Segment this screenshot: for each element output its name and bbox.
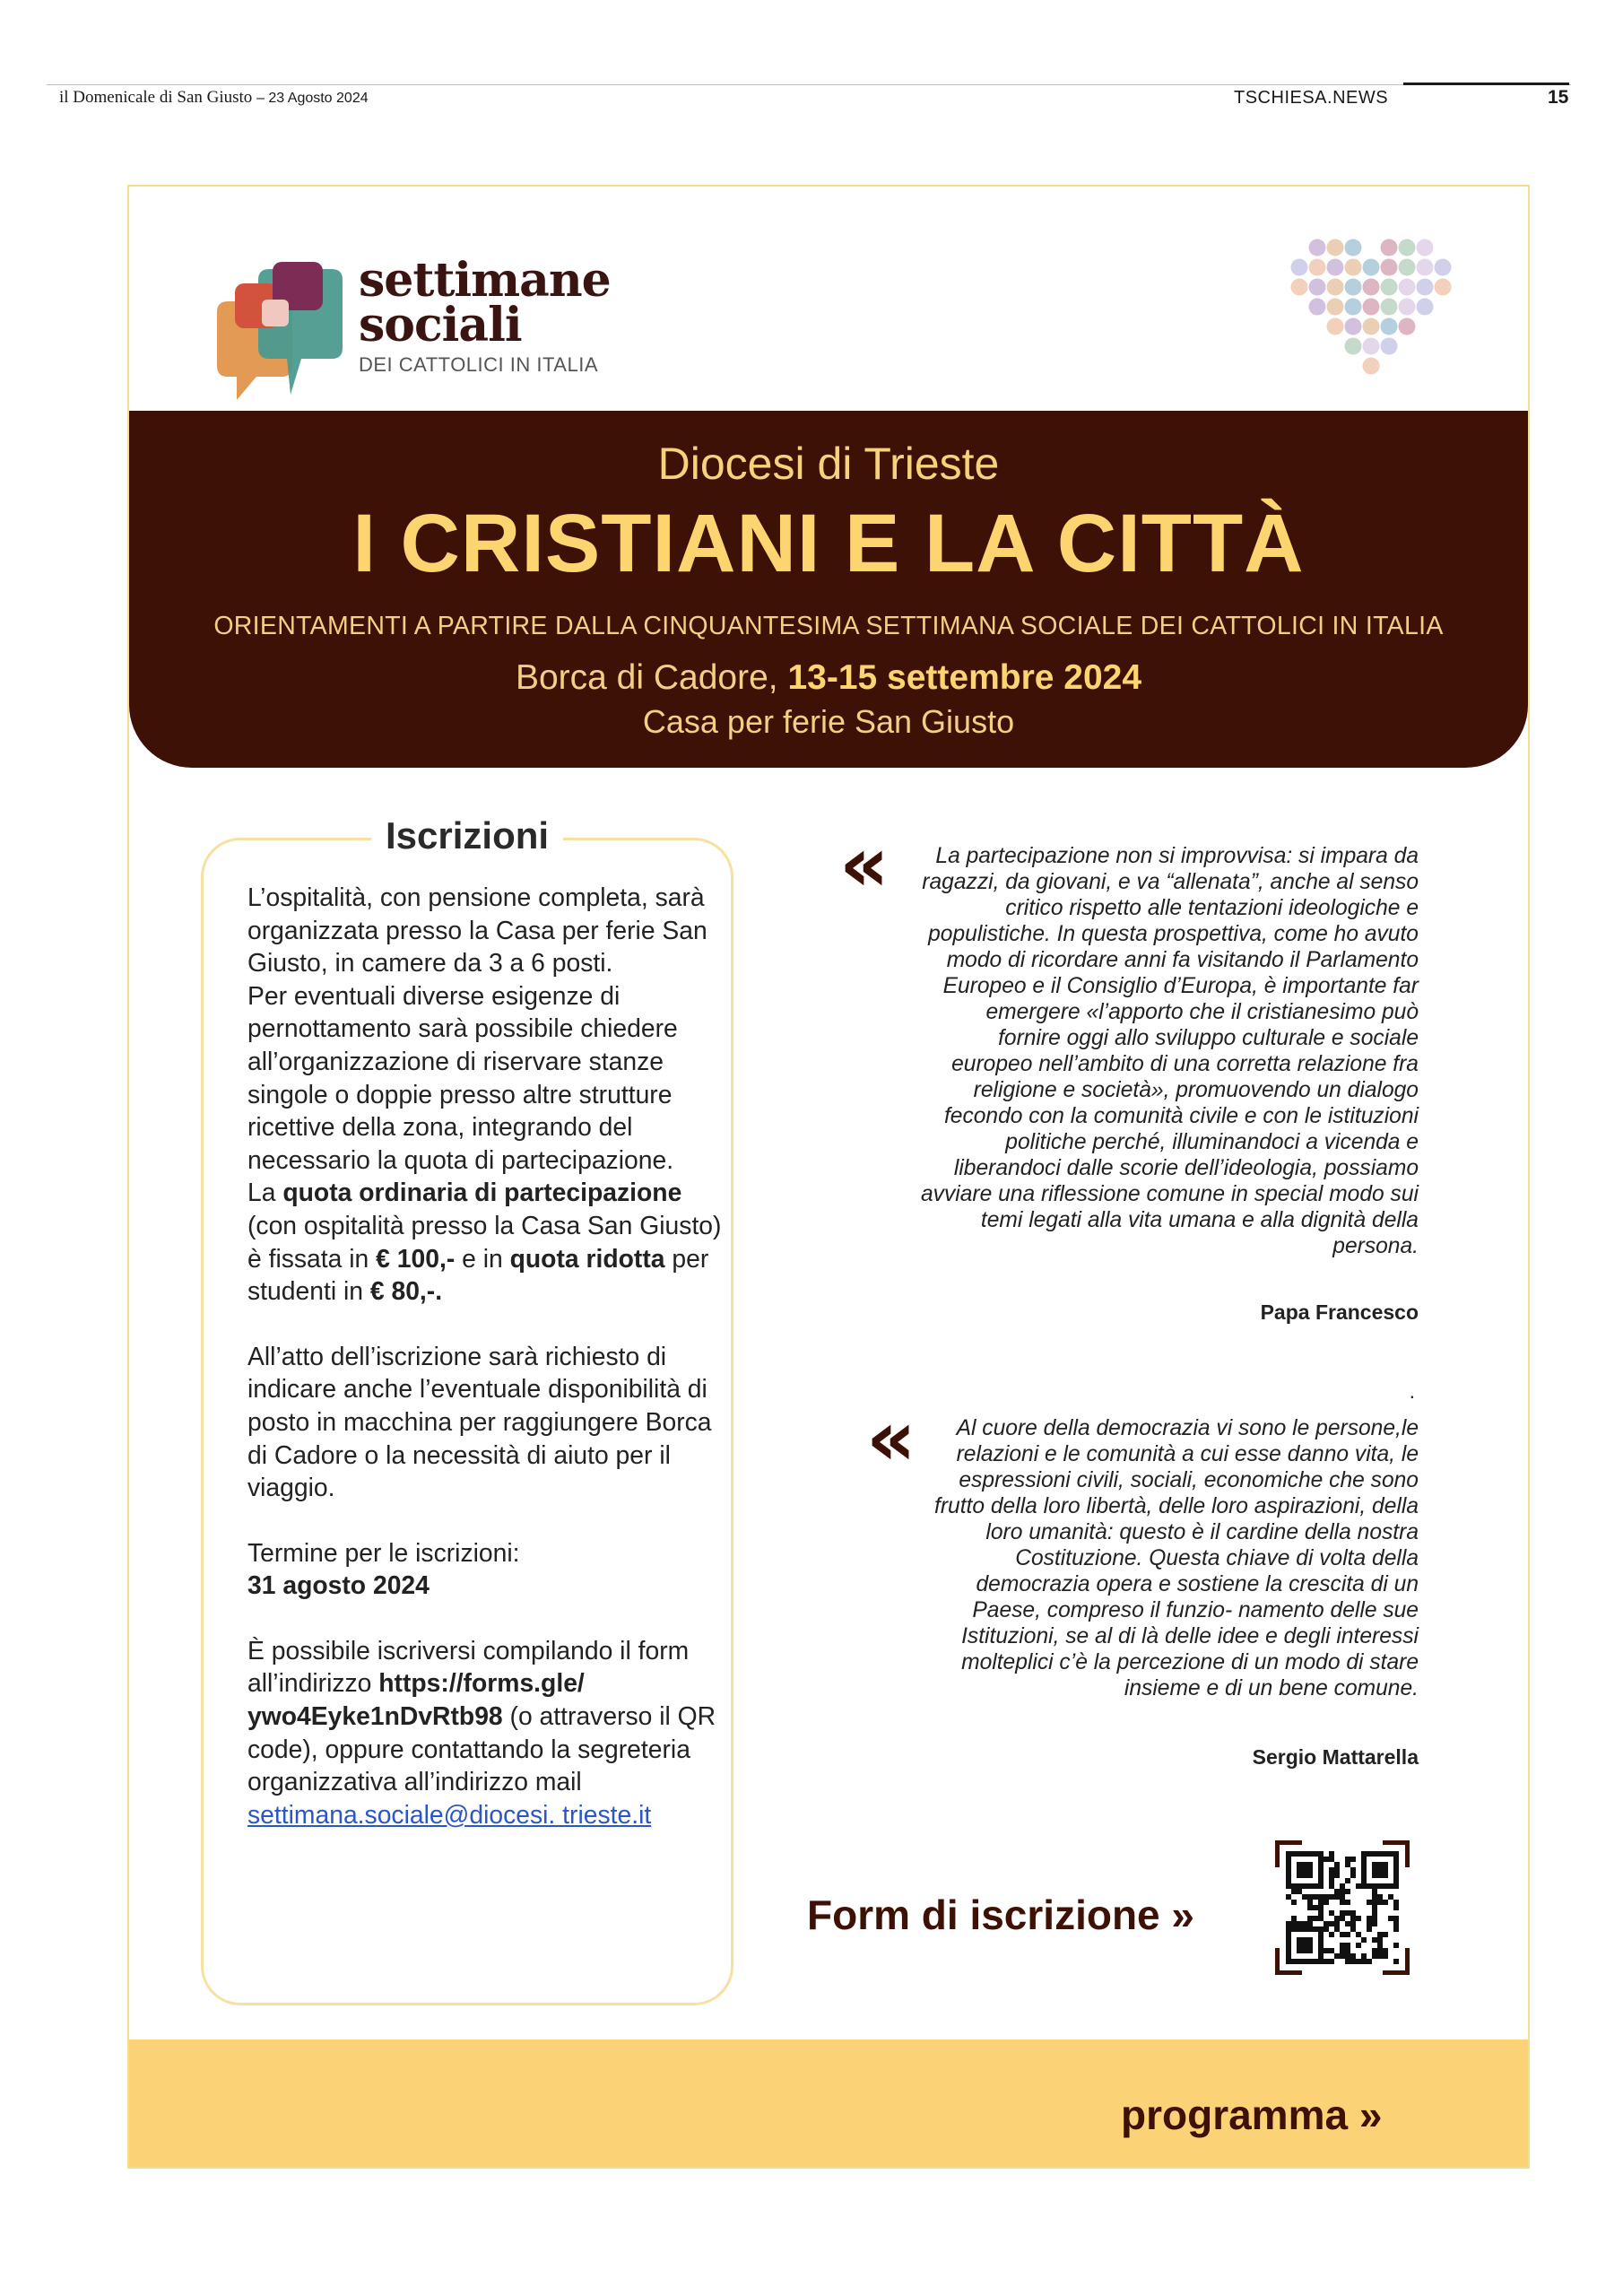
registration-text bbox=[247, 881, 723, 1831]
header-rule-accent bbox=[1403, 83, 1569, 85]
qr-module bbox=[1345, 1948, 1350, 1953]
heart-dot bbox=[1381, 299, 1398, 316]
qr-module bbox=[1345, 1878, 1350, 1883]
qr-module bbox=[1350, 1873, 1356, 1878]
contact-email-link[interactable]: settimana.sociale@diocesi. trieste.it bbox=[247, 1799, 652, 1829]
quote-line: emergere «l’apporto che il cristianesimo può bbox=[985, 1000, 1419, 1024]
qr-module bbox=[1350, 1910, 1356, 1916]
qr-module bbox=[1324, 1921, 1329, 1926]
qr-module bbox=[1297, 1862, 1313, 1878]
p3-price-ordinary: € 100,- bbox=[376, 1243, 456, 1273]
qr-module bbox=[1367, 1926, 1372, 1932]
qr-module bbox=[1324, 1900, 1329, 1905]
qr-module bbox=[1329, 1921, 1334, 1926]
qr-module bbox=[1350, 1959, 1356, 1964]
event-title: I CRISTIANI E LA CITTÀ bbox=[352, 498, 1305, 589]
heart-dot bbox=[1345, 318, 1362, 335]
qr-module bbox=[1372, 1910, 1377, 1916]
qr-module bbox=[1345, 1959, 1350, 1964]
event-place: Borca di Cadore, bbox=[515, 658, 778, 697]
quote-line: fornire oggi allo sviluppo culturale e sociale bbox=[998, 1026, 1419, 1050]
qr-module bbox=[1329, 1873, 1334, 1878]
qr-module bbox=[1361, 1959, 1367, 1964]
heart-dot bbox=[1417, 299, 1434, 316]
qr-module bbox=[1340, 1889, 1345, 1894]
qr-module bbox=[1345, 1932, 1350, 1937]
qr-module bbox=[1367, 1959, 1372, 1964]
qr-module bbox=[1372, 1916, 1377, 1921]
qr-module bbox=[1405, 1840, 1410, 1867]
qr-module bbox=[1291, 1916, 1297, 1921]
header-rule bbox=[47, 84, 1571, 85]
qr-module bbox=[1329, 1932, 1334, 1937]
deadline-date-value: 31 agosto 2024 bbox=[247, 1570, 430, 1600]
heart-dot bbox=[1327, 259, 1344, 276]
qr-module bbox=[1350, 1921, 1356, 1926]
heart-dot bbox=[1363, 279, 1380, 296]
p3-bold-reduced: quota ridotta bbox=[509, 1243, 665, 1273]
qr-module bbox=[1356, 1883, 1361, 1889]
p3-text: (con ospitalità presso la Casa San Giusto) è fissata in bbox=[247, 1210, 722, 1273]
registration-title: Iscrizioni bbox=[371, 814, 563, 857]
qr-module bbox=[1329, 1867, 1334, 1873]
qr-module bbox=[1324, 1926, 1329, 1932]
qr-module bbox=[1286, 1894, 1291, 1900]
heart-dot bbox=[1327, 239, 1344, 257]
form-url[interactable]: https://forms.gle/ ywo4Eyke1nDvRtb98 bbox=[247, 1668, 585, 1731]
p3-price-reduced: € 80,-. bbox=[369, 1276, 443, 1306]
heart-dot bbox=[1291, 259, 1308, 276]
qr-module bbox=[1393, 1900, 1399, 1905]
publication-header bbox=[59, 88, 369, 108]
qr-module bbox=[1372, 1900, 1377, 1905]
qr-module bbox=[1356, 1916, 1361, 1921]
spacer bbox=[247, 1602, 723, 1634]
qr-module bbox=[1377, 1948, 1383, 1953]
qr-module bbox=[1340, 1916, 1345, 1921]
qr-module bbox=[1345, 1910, 1350, 1916]
qr-module bbox=[1329, 1878, 1334, 1883]
heart-dot bbox=[1399, 239, 1416, 257]
quote-line: persona. bbox=[1332, 1234, 1419, 1258]
form-link[interactable]: Form di iscrizione » bbox=[807, 1892, 1194, 1938]
heart-dot bbox=[1417, 239, 1434, 257]
qr-module bbox=[1324, 1894, 1329, 1900]
qr-module bbox=[1393, 1943, 1399, 1948]
registration-p6 bbox=[247, 1634, 723, 1831]
qr-module bbox=[1372, 1862, 1388, 1878]
quote-line: Europeo e il Consiglio d’Europa, è importante far bbox=[942, 974, 1419, 998]
qr-module bbox=[1393, 1921, 1399, 1926]
qr-module bbox=[1334, 1873, 1340, 1878]
quote-line: insieme e di un bene comune. bbox=[1124, 1676, 1419, 1700]
qr-module bbox=[1405, 1948, 1410, 1975]
registration-p4: All’atto dell’iscrizione sarà richiesto di indicare anche l’eventuale disponibilità di posto in macchina per raggiungere Borca di Cadore o la necessità di aiuto per il viaggio. bbox=[247, 1341, 712, 1502]
qr-module bbox=[1334, 1926, 1340, 1932]
qr-module bbox=[1318, 1900, 1324, 1905]
qr-module bbox=[1345, 1900, 1350, 1905]
quote-line: La partecipazione non si improvvisa: si impara da bbox=[935, 844, 1419, 868]
qr-module bbox=[1350, 1916, 1356, 1921]
deadline-label: Termine per le iscrizioni: bbox=[247, 1537, 520, 1567]
deadline-date bbox=[247, 1569, 723, 1602]
qr-code-icon[interactable] bbox=[1275, 1840, 1410, 1975]
quote-line: avviare una riflessione comune in special modo sui bbox=[920, 1182, 1419, 1206]
qr-module bbox=[1291, 1900, 1297, 1905]
qr-module bbox=[1313, 1894, 1318, 1900]
spacer bbox=[247, 1504, 723, 1536]
qr-module bbox=[1297, 1921, 1302, 1926]
qr-module bbox=[1356, 1932, 1361, 1937]
heart-dot bbox=[1345, 338, 1362, 355]
quote-line: espressioni civili, sociali, economiche che sono bbox=[959, 1468, 1419, 1492]
heart-dot bbox=[1399, 259, 1416, 276]
qr-module bbox=[1340, 1932, 1345, 1937]
programma-link[interactable]: programma » bbox=[1121, 2092, 1383, 2138]
qr-module bbox=[1393, 1916, 1399, 1921]
quote-line: liberandoci dalle scorie dell’ideologia, possiamo bbox=[953, 1156, 1419, 1180]
qr-module bbox=[1350, 1867, 1356, 1873]
qr-module bbox=[1372, 1921, 1377, 1926]
qr-module bbox=[1286, 1921, 1291, 1926]
qr-module bbox=[1307, 1916, 1313, 1921]
qr-module bbox=[1329, 1910, 1334, 1916]
event-dates: 13-15 settembre 2024 bbox=[787, 658, 1142, 697]
heart-dot bbox=[1345, 299, 1362, 316]
qr-module bbox=[1340, 1943, 1345, 1948]
qr-module bbox=[1297, 1889, 1302, 1894]
quote-mattarella bbox=[830, 1415, 1419, 1701]
qr-module bbox=[1340, 1910, 1345, 1916]
heart-dot bbox=[1309, 279, 1326, 296]
quote-line: temi legati alla vita umana e alla dignità della bbox=[980, 1208, 1419, 1232]
qr-module bbox=[1334, 1921, 1340, 1926]
heart-dot bbox=[1309, 259, 1326, 276]
page-number: 15 bbox=[1548, 87, 1569, 108]
publication-name: il Domenicale di San Giusto bbox=[59, 88, 253, 107]
p3-text: per studenti in bbox=[247, 1243, 709, 1306]
qr-module bbox=[1318, 1910, 1324, 1916]
registration-p2: Per eventuali diverse esigenze di pernottamento sarà possibile chiedere all’organizzazione di riservare stanze singole o doppie presso altre strutture ricettive della zona, integrando del necessario la quota di partecipazione. bbox=[247, 980, 678, 1174]
qr-module bbox=[1372, 1937, 1377, 1943]
heart-dot bbox=[1417, 259, 1434, 276]
heart-dot bbox=[1417, 279, 1434, 296]
quote-line: politiche perché, illuminandoci a vicenda e bbox=[1005, 1130, 1419, 1154]
qr-module bbox=[1345, 1889, 1350, 1894]
qr-module bbox=[1383, 1932, 1388, 1937]
quote-line: europeo nell’ambito di una corretta relazione fra bbox=[951, 1052, 1419, 1076]
qr-module bbox=[1307, 1905, 1313, 1910]
event-subtitle: ORIENTAMENTI A PARTIRE DALLA CINQUANTESIMA SETTIMANA SOCIALE DEI CATTOLICI IN ITALIA bbox=[213, 612, 1444, 640]
logo-line-2: sociali bbox=[359, 298, 522, 352]
qr-module bbox=[1367, 1900, 1372, 1905]
qr-module bbox=[1377, 1953, 1383, 1959]
qr-module bbox=[1345, 1921, 1350, 1926]
qr-module bbox=[1340, 1953, 1345, 1959]
qr-module bbox=[1340, 1900, 1345, 1905]
quote-line: molteplici c’è la percezione di un modo di stare bbox=[961, 1650, 1419, 1674]
quote-line: critico rispetto alle tentazioni ideologiche e bbox=[1005, 896, 1419, 920]
qr-module bbox=[1345, 1862, 1350, 1867]
qr-module bbox=[1393, 1959, 1399, 1964]
qr-module bbox=[1329, 1851, 1334, 1857]
qr-module bbox=[1383, 1900, 1388, 1905]
logo-wordmark bbox=[359, 253, 611, 377]
qr-module bbox=[1388, 1916, 1393, 1921]
qr-module bbox=[1377, 1937, 1383, 1943]
qr-module bbox=[1345, 1943, 1350, 1948]
qr-module bbox=[1377, 1932, 1383, 1937]
p3-text: La bbox=[247, 1178, 283, 1207]
qr-module bbox=[1334, 1889, 1340, 1894]
stray-dot: . bbox=[1409, 1379, 1415, 1403]
heart-dot bbox=[1327, 318, 1344, 335]
qr-module bbox=[1372, 1905, 1377, 1910]
heart-dot bbox=[1399, 279, 1416, 296]
qr-module bbox=[1324, 1857, 1329, 1862]
p3-bold-quota: quota ordinaria di partecipazione bbox=[282, 1178, 682, 1207]
qr-module bbox=[1329, 1959, 1334, 1964]
quote-line: democrazia opera e sostiene la crescita di un bbox=[976, 1572, 1419, 1596]
qr-module bbox=[1377, 1943, 1383, 1948]
heart-dot bbox=[1399, 318, 1416, 335]
heart-dot bbox=[1381, 239, 1398, 257]
publication-date: – 23 Agosto 2024 bbox=[256, 91, 369, 106]
qr-module bbox=[1361, 1953, 1367, 1959]
qr-module bbox=[1334, 1862, 1340, 1867]
registration-p1: L’ospitalità, con pensione completa, sarà organizzata presso la Casa per ferie San Giusto, in camere da 3 a 6 posti. bbox=[247, 883, 707, 978]
qr-module bbox=[1329, 1894, 1334, 1900]
qr-module bbox=[1275, 1840, 1280, 1867]
logo-line-1: settimane bbox=[359, 253, 611, 308]
heart-dot bbox=[1363, 338, 1380, 355]
qr-module bbox=[1377, 1900, 1383, 1905]
qr-module bbox=[1302, 1921, 1307, 1926]
p3-text: e in bbox=[455, 1243, 510, 1273]
site-name: TSCHIESA.NEWS bbox=[1234, 88, 1389, 108]
qr-module bbox=[1350, 1926, 1356, 1932]
registration-p3 bbox=[247, 1176, 723, 1307]
heart-dot bbox=[1381, 338, 1398, 355]
qr-module bbox=[1324, 1959, 1329, 1964]
quote-author-mattarella: Sergio Mattarella bbox=[1252, 1745, 1419, 1769]
qr-module bbox=[1393, 1905, 1399, 1910]
quote-line: Al cuore della democrazia vi sono le persone,le bbox=[956, 1416, 1419, 1440]
qr-module bbox=[1377, 1894, 1383, 1900]
qr-module bbox=[1393, 1926, 1399, 1932]
qr-module bbox=[1275, 1948, 1280, 1975]
quote-line: Costituzione. Questa chiave di volta della bbox=[1015, 1546, 1419, 1570]
p6-text: (o attraverso il QR code), oppure contattando la segreteria organizzativa all’indirizzo mail bbox=[247, 1701, 716, 1796]
qr-module bbox=[1324, 1948, 1329, 1953]
qr-module bbox=[1334, 1894, 1340, 1900]
quote-line: populistiche. In questa prospettiva, come ho avuto bbox=[928, 922, 1419, 946]
qr-module bbox=[1297, 1937, 1313, 1953]
logo-line-3: DEI CATTOLICI IN ITALIA bbox=[359, 353, 598, 376]
qr-module bbox=[1302, 1894, 1307, 1900]
heart-dot bbox=[1363, 318, 1380, 335]
qr-module bbox=[1340, 1883, 1345, 1889]
quote-line: Istituzioni, se al di là delle idee e degli interessi bbox=[961, 1624, 1419, 1648]
quote-mark-icon: « bbox=[839, 820, 881, 909]
qr-module bbox=[1313, 1916, 1318, 1921]
qr-module bbox=[1307, 1894, 1313, 1900]
qr-module bbox=[1340, 1948, 1345, 1953]
qr-module bbox=[1334, 1953, 1340, 1959]
qr-module bbox=[1334, 1916, 1340, 1921]
qr-module bbox=[1356, 1959, 1361, 1964]
diocese-name: Diocesi di Trieste bbox=[657, 439, 1000, 489]
quote-line: Paese, compreso il funzio- namento delle sue bbox=[972, 1598, 1419, 1622]
quote-line: modo di ricordare anni fa visitando il Parlamento bbox=[946, 948, 1419, 972]
qr-module bbox=[1318, 1916, 1324, 1921]
heart-dot bbox=[1363, 299, 1380, 316]
heart-dot bbox=[1345, 259, 1362, 276]
qr-module bbox=[1291, 1889, 1297, 1894]
qr-module bbox=[1372, 1894, 1377, 1900]
qr-module bbox=[1350, 1953, 1356, 1959]
qr-module bbox=[1307, 1921, 1313, 1926]
heart-dot bbox=[1345, 239, 1362, 257]
quote-line: religione e società», promuovendo un dialogo bbox=[973, 1078, 1419, 1102]
qr-module bbox=[1383, 1948, 1388, 1953]
heart-dot bbox=[1309, 239, 1326, 257]
heart-dot bbox=[1435, 279, 1452, 296]
heart-dot bbox=[1345, 279, 1362, 296]
qr-module bbox=[1329, 1883, 1334, 1889]
qr-module bbox=[1329, 1948, 1334, 1953]
qr-module bbox=[1372, 1948, 1377, 1953]
heart-dot bbox=[1363, 259, 1380, 276]
quote-francesco bbox=[830, 843, 1419, 1259]
qr-module bbox=[1367, 1916, 1372, 1921]
qr-module bbox=[1356, 1943, 1361, 1948]
qr-module bbox=[1361, 1937, 1367, 1943]
heart-dot bbox=[1327, 299, 1344, 316]
qr-module bbox=[1388, 1894, 1393, 1900]
event-flyer bbox=[127, 185, 1530, 2169]
quote-author-francesco: Papa Francesco bbox=[1260, 1300, 1419, 1324]
qr-module bbox=[1372, 1889, 1377, 1894]
quote-mark-icon: « bbox=[866, 1394, 907, 1483]
qr-module bbox=[1318, 1894, 1324, 1900]
heart-dot bbox=[1381, 259, 1398, 276]
qr-module bbox=[1307, 1900, 1313, 1905]
qr-module bbox=[1345, 1857, 1350, 1862]
qr-module bbox=[1334, 1867, 1340, 1873]
quote-line: relazioni e le comunità a cui esse danno vita, le bbox=[956, 1442, 1419, 1466]
qr-module bbox=[1291, 1921, 1297, 1926]
title-banner bbox=[129, 411, 1528, 768]
qr-module bbox=[1367, 1921, 1372, 1926]
heart-dot bbox=[1363, 358, 1380, 375]
qr-module bbox=[1372, 1953, 1377, 1959]
heart-dot bbox=[1435, 259, 1452, 276]
qr-module bbox=[1345, 1953, 1350, 1959]
qr-module bbox=[1329, 1857, 1334, 1862]
quote-line: frutto della loro libertà, delle loro aspirazioni, della bbox=[934, 1494, 1419, 1518]
qr-module bbox=[1318, 1905, 1324, 1910]
quote-line: fecondo con la comunità civile e con le istituzioni bbox=[943, 1104, 1419, 1128]
qr-module bbox=[1313, 1905, 1318, 1910]
event-date-line bbox=[129, 658, 1528, 698]
event-venue: Casa per ferie San Giusto bbox=[642, 703, 1015, 740]
quote-line: ragazzi, da giovani, e va “allenata”, anche al senso bbox=[922, 870, 1419, 894]
heart-dot bbox=[1381, 318, 1398, 335]
spacer bbox=[247, 1308, 723, 1340]
qr-module bbox=[1340, 1894, 1345, 1900]
qr-module bbox=[1383, 1953, 1388, 1959]
heart-dot bbox=[1399, 299, 1416, 316]
p6-text: È possibile iscriversi compilando il form all’indirizzo bbox=[247, 1635, 690, 1698]
heart-mosaic-icon bbox=[1286, 231, 1456, 393]
heart-dot bbox=[1327, 279, 1344, 296]
heart-dot bbox=[1291, 279, 1308, 296]
heart-dot bbox=[1309, 299, 1326, 316]
quote-line: loro umanità: questo è il cardine della nostra bbox=[985, 1520, 1419, 1544]
heart-dot bbox=[1381, 279, 1398, 296]
qr-module bbox=[1350, 1857, 1356, 1862]
